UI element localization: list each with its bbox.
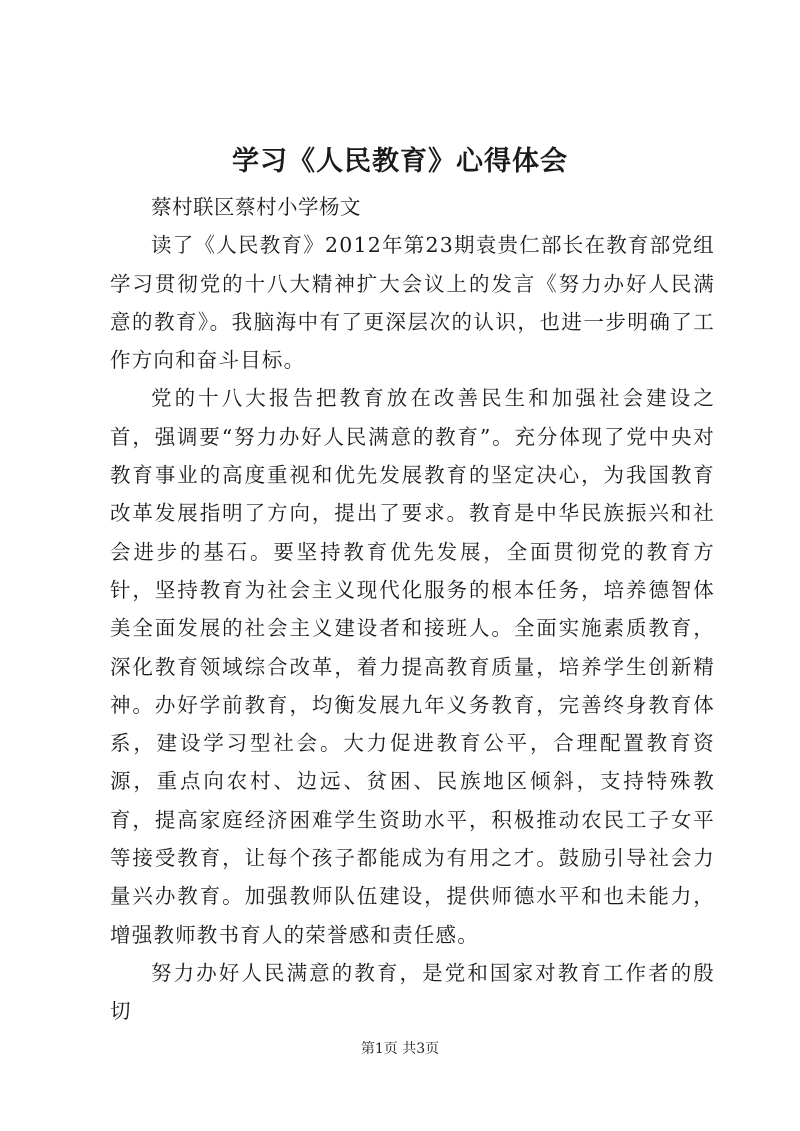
document-body xyxy=(110,188,715,1031)
paragraph-1: 读了《人民教育》2012年第23期袁贵仁部长在教育部党组学习贯彻党的十八大精神扩大会议上的发言《努力办好人民满意的教育》。我脑海中有了更深层次的认识，也进一步明确了工作方向和奋斗目标。 xyxy=(110,233,715,373)
document-title: 学习《人民教育》心得体会 xyxy=(232,146,568,177)
paragraph-2: 党的十八大报告把教育放在改善民生和加强社会建设之首，强调要“努力办好人民满意的教育”。充分体现了党中央对教育事业的高度重视和优先发展教育的坚定决心，为我国教育改革发展指明了方向，提出了要求。教育是中华民族振兴和社会进步的基石。要坚持教育优先发展，全面贯彻党的教育方针，坚持教育为社会主义现代化服务的根本任务，培养德智体美全面发展的社会主义建设者和接班人。全面实施素质教育，深化教育领域综合改革，着力提高教育质量，培养学生创新精神。办好学前教育，均衡发展九年义务教育，完善终身教育体系，建设学习型社会。大力促进教育公平，合理配置教育资源，重点向农村、边远、贫困、民族地区倾斜，支持特殊教育，提高家庭经济困难学生资助水平，积极推动农民工子女平等接受教育，让每个孩子都能成为有用之才。鼓励引导社会力量兴办教育。加强教师队伍建设，提供师德水平和也未能力，增强教师教书育人的荣誉感和责任感。 xyxy=(110,386,715,947)
page-footer: 第1页 共3页 xyxy=(360,1041,440,1057)
paragraph-3: 努力办好人民满意的教育，是党和国家对教育工作者的殷切 xyxy=(110,960,715,1024)
author-line: 蔡村联区蔡村小学杨文 xyxy=(151,195,361,219)
